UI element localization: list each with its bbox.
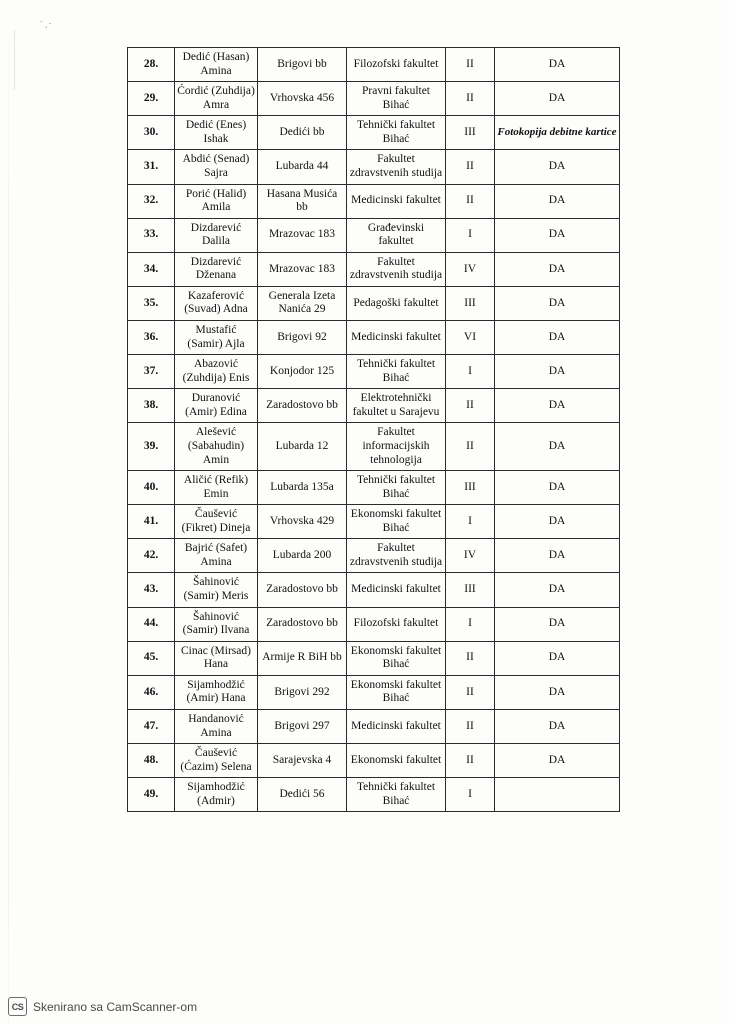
table-body: [128, 48, 620, 812]
row-number: 38.: [128, 389, 175, 423]
study-year: II: [446, 48, 495, 82]
document-status: DA: [495, 641, 620, 675]
row-number: 29.: [128, 82, 175, 116]
student-name: Šahinović (Samir) Ilvana: [175, 607, 258, 641]
student-name: Aličić (Refik) Emin: [175, 471, 258, 505]
student-address: Zaradostovo bb: [258, 573, 347, 607]
student-name: Šahinović (Samir) Meris: [175, 573, 258, 607]
table-row: [128, 355, 620, 389]
row-number: 37.: [128, 355, 175, 389]
study-year: II: [446, 389, 495, 423]
study-year: III: [446, 116, 495, 150]
student-name: Čaušević (Fikret) Dineja: [175, 505, 258, 539]
student-name: Abdić (Senad) Sajra: [175, 150, 258, 184]
faculty-name: Građevinski fakultet: [347, 218, 446, 252]
faculty-name: Tehnički fakultet Bihać: [347, 778, 446, 812]
student-address: Vrhovska 456: [258, 82, 347, 116]
document-status: DA: [495, 184, 620, 218]
faculty-name: Tehnički fakultet Bihać: [347, 116, 446, 150]
table-row: [128, 471, 620, 505]
faculty-name: Fakultet zdravstvenih studija: [347, 539, 446, 573]
row-number: 48.: [128, 744, 175, 778]
scan-speck-mark: ˙.·: [39, 17, 54, 32]
table-row: [128, 641, 620, 675]
faculty-name: Fakultet zdravstvenih studija: [347, 252, 446, 286]
document-status: DA: [495, 675, 620, 709]
faculty-name: Ekonomski fakultet: [347, 744, 446, 778]
student-address: Sarajevska 4: [258, 744, 347, 778]
table-row: [128, 116, 620, 150]
study-year: I: [446, 355, 495, 389]
student-name: Čaušević (Ćazim) Selena: [175, 744, 258, 778]
student-address: Brigovi 92: [258, 321, 347, 355]
document-status: DA: [495, 539, 620, 573]
table-row: [128, 744, 620, 778]
document-status: DA: [495, 423, 620, 471]
faculty-name: Filozofski fakultet: [347, 48, 446, 82]
student-address: Mrazovac 183: [258, 218, 347, 252]
study-year: III: [446, 471, 495, 505]
study-year: I: [446, 607, 495, 641]
student-name: Dedić (Hasan) Amina: [175, 48, 258, 82]
table-row: [128, 150, 620, 184]
table-row: [128, 573, 620, 607]
document-status: DA: [495, 150, 620, 184]
student-address: Hasana Musića bb: [258, 184, 347, 218]
document-status: DA: [495, 573, 620, 607]
faculty-name: Fakultet informacijskih tehnologija: [347, 423, 446, 471]
document-status: DA: [495, 286, 620, 320]
student-name: Abazović (Zuhdija) Enis: [175, 355, 258, 389]
student-name: Dizdarević Dalila: [175, 218, 258, 252]
table-row: [128, 82, 620, 116]
study-year: I: [446, 505, 495, 539]
faculty-name: Tehnički fakultet Bihać: [347, 471, 446, 505]
student-address: Lubarda 200: [258, 539, 347, 573]
student-address: Generala Izeta Nanića 29: [258, 286, 347, 320]
study-year: II: [446, 744, 495, 778]
row-number: 28.: [128, 48, 175, 82]
row-number: 36.: [128, 321, 175, 355]
study-year: II: [446, 709, 495, 743]
document-status: Fotokopija debitne kartice: [495, 116, 620, 150]
student-address: Mrazovac 183: [258, 252, 347, 286]
document-status: DA: [495, 471, 620, 505]
faculty-name: Pedagoški fakultet: [347, 286, 446, 320]
student-name: Alešević (Sabahudin) Amin: [175, 423, 258, 471]
document-status: DA: [495, 48, 620, 82]
study-year: III: [446, 286, 495, 320]
student-name: Sijamhodžić (Admir): [175, 778, 258, 812]
student-name: Mustafić (Samir) Ajla: [175, 321, 258, 355]
faculty-name: Tehnički fakultet Bihać: [347, 355, 446, 389]
student-address: Dedići bb: [258, 116, 347, 150]
table-row: [128, 48, 620, 82]
table-row: [128, 321, 620, 355]
student-name: Dedić (Enes) Ishak: [175, 116, 258, 150]
student-name: Bajrić (Safet) Amina: [175, 539, 258, 573]
student-name: Handanović Amina: [175, 709, 258, 743]
study-year: II: [446, 150, 495, 184]
faculty-name: Ekonomski fakultet Bihać: [347, 675, 446, 709]
study-year: IV: [446, 252, 495, 286]
camscanner-label: Skenirano sa CamScanner-om: [33, 999, 198, 1014]
row-number: 46.: [128, 675, 175, 709]
table-row: [128, 218, 620, 252]
row-number: 42.: [128, 539, 175, 573]
student-name: Porić (Halid) Amila: [175, 184, 258, 218]
student-name: Sijamhodžić (Amir) Hana: [175, 675, 258, 709]
student-address: Zaradostovo bb: [258, 607, 347, 641]
table-row: [128, 778, 620, 812]
document-status: DA: [495, 709, 620, 743]
student-address: Armije R BiH bb: [258, 641, 347, 675]
document-status: [495, 778, 620, 812]
document-status: DA: [495, 607, 620, 641]
table-row: [128, 184, 620, 218]
row-number: 41.: [128, 505, 175, 539]
row-number: 44.: [128, 607, 175, 641]
study-year: I: [446, 778, 495, 812]
faculty-name: Fakultet zdravstvenih studija: [347, 150, 446, 184]
row-number: 47.: [128, 709, 175, 743]
camscanner-logo-icon: CS: [8, 997, 27, 1016]
student-address: Vrhovska 429: [258, 505, 347, 539]
document-status: DA: [495, 389, 620, 423]
table-row: [128, 389, 620, 423]
table-row: [128, 709, 620, 743]
table-row: [128, 607, 620, 641]
study-year: III: [446, 573, 495, 607]
study-year: I: [446, 218, 495, 252]
study-year: II: [446, 675, 495, 709]
document-status: DA: [495, 321, 620, 355]
study-year: VI: [446, 321, 495, 355]
faculty-name: Ekonomski fakultet Bihać: [347, 505, 446, 539]
student-address: Brigovi 292: [258, 675, 347, 709]
student-address: Dedići 56: [258, 778, 347, 812]
student-name: Dizdarević Dženana: [175, 252, 258, 286]
faculty-name: Medicinski fakultet: [347, 184, 446, 218]
study-year: II: [446, 184, 495, 218]
row-number: 39.: [128, 423, 175, 471]
student-name: Cinac (Mirsad) Hana: [175, 641, 258, 675]
table-row: [128, 286, 620, 320]
scan-edge-artifact-secondary: [14, 30, 15, 90]
table-row: [128, 423, 620, 471]
row-number: 33.: [128, 218, 175, 252]
row-number: 40.: [128, 471, 175, 505]
row-number: 43.: [128, 573, 175, 607]
student-address: Konjodor 125: [258, 355, 347, 389]
faculty-name: Pravni fakultet Bihać: [347, 82, 446, 116]
student-address: Lubarda 135a: [258, 471, 347, 505]
student-roster-table: [127, 47, 620, 812]
row-number: 31.: [128, 150, 175, 184]
table-row: [128, 539, 620, 573]
camscanner-watermark: [8, 997, 197, 1016]
table-row: [128, 675, 620, 709]
table-row: [128, 252, 620, 286]
document-status: DA: [495, 744, 620, 778]
row-number: 34.: [128, 252, 175, 286]
row-number: 32.: [128, 184, 175, 218]
student-address: Zaradostovo bb: [258, 389, 347, 423]
document-status: DA: [495, 252, 620, 286]
faculty-name: Elektrotehnički fakultet u Sarajevu: [347, 389, 446, 423]
student-name: Kazaferović (Suvad) Adna: [175, 286, 258, 320]
row-number: 45.: [128, 641, 175, 675]
faculty-name: Filozofski fakultet: [347, 607, 446, 641]
student-name: Ćordić (Zuhdija) Amra: [175, 82, 258, 116]
study-year: IV: [446, 539, 495, 573]
table-row: [128, 505, 620, 539]
row-number: 35.: [128, 286, 175, 320]
faculty-name: Medicinski fakultet: [347, 321, 446, 355]
document-status: DA: [495, 218, 620, 252]
study-year: II: [446, 423, 495, 471]
faculty-name: Medicinski fakultet: [347, 709, 446, 743]
study-year: II: [446, 82, 495, 116]
student-address: Lubarda 44: [258, 150, 347, 184]
document-status: DA: [495, 355, 620, 389]
student-address: Lubarda 12: [258, 423, 347, 471]
faculty-name: Ekonomski fakultet Bihać: [347, 641, 446, 675]
student-address: Brigovi bb: [258, 48, 347, 82]
student-address: Brigovi 297: [258, 709, 347, 743]
document-status: DA: [495, 82, 620, 116]
faculty-name: Medicinski fakultet: [347, 573, 446, 607]
study-year: II: [446, 641, 495, 675]
row-number: 49.: [128, 778, 175, 812]
student-name: Duranović (Amir) Edina: [175, 389, 258, 423]
row-number: 30.: [128, 116, 175, 150]
document-status: DA: [495, 505, 620, 539]
scan-edge-artifact: [8, 0, 9, 1024]
